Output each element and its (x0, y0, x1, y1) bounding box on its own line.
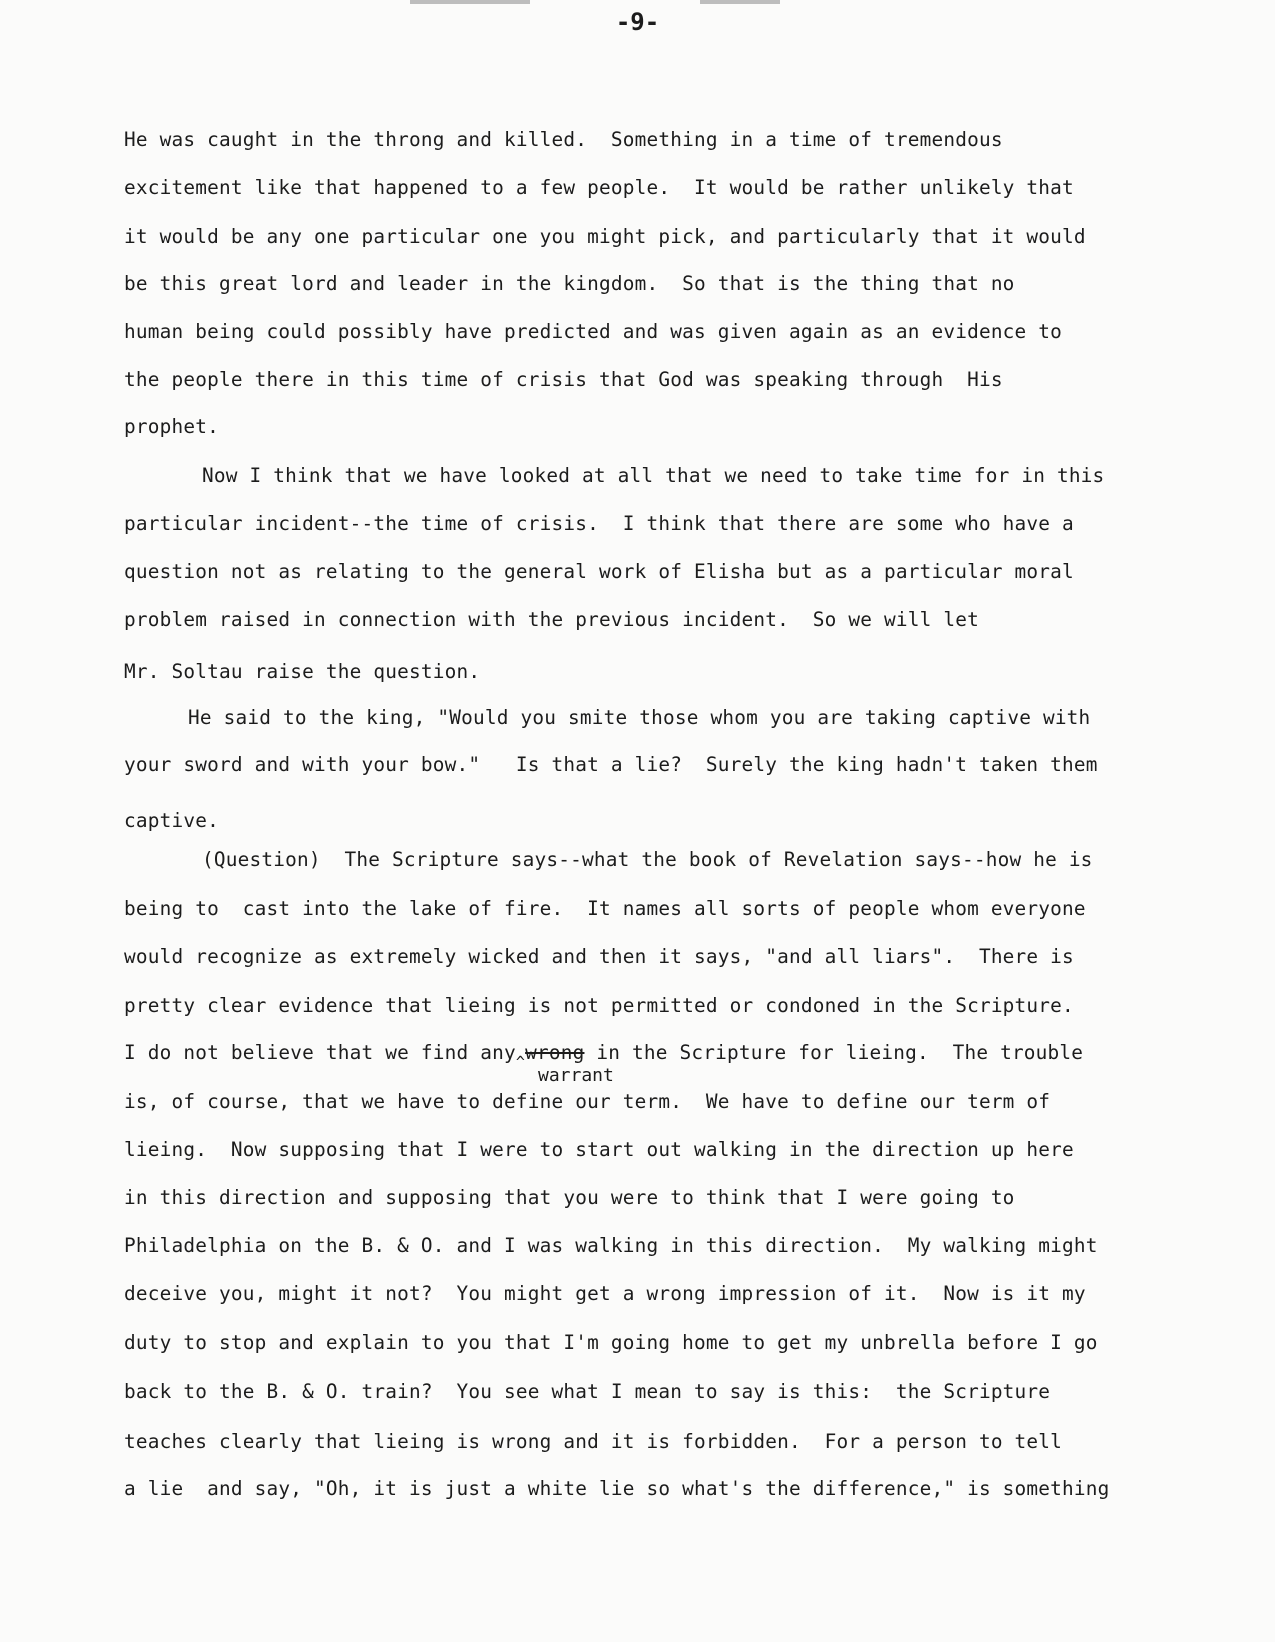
text-line: He was caught in the throng and killed. Something in a time of tremendous (124, 128, 1003, 151)
text-line: it would be any one particular one you might pick, and particularly that it would (124, 225, 1086, 248)
text-line: (Question) The Scripture says--what the book of Revelation says--how he is (202, 848, 1093, 871)
text-line: the people there in this time of crisis that God was speaking through His (124, 368, 1003, 391)
page-number: -9- (615, 8, 660, 36)
text-line-with-correction (124, 1041, 1084, 1071)
text-segment: I do not believe that we find any (124, 1041, 516, 1064)
text-line: problem raised in connection with the previous incident. So we will let (124, 608, 979, 631)
text-line: captive. (124, 809, 219, 832)
text-line: human being could possibly have predicted and was given again as an evidence to (124, 320, 1063, 343)
text-line: duty to stop and explain to you that I'm going home to get my unbrella before I go (124, 1331, 1098, 1354)
text-line: prophet. (124, 415, 219, 438)
text-line: being to cast into the lake of fire. It names all sorts of people whom everyone (124, 897, 1086, 920)
text-line: Mr. Soltau raise the question. (124, 660, 481, 683)
text-line: teaches clearly that lieing is wrong and it is forbidden. For a person to tell (124, 1430, 1063, 1453)
text-line: back to the B. & O. train? You see what I mean to say is this: the Scripture (124, 1380, 1051, 1403)
text-line: lieing. Now supposing that I were to start out walking in the direction up here (124, 1138, 1074, 1161)
text-segment: in the Scripture for lieing. The trouble (584, 1041, 1084, 1064)
scan-artifact (700, 0, 780, 4)
text-line: in this direction and supposing that you were to think that I were going to (124, 1186, 1015, 1209)
text-line: pretty clear evidence that lieing is not permitted or condoned in the Scripture. (124, 994, 1074, 1017)
text-line: Philadelphia on the B. & O. and I was walking in this direction. My walking might (124, 1234, 1098, 1257)
text-line: would recognize as extremely wicked and then it says, "and all liars". There is (124, 945, 1074, 968)
text-line: excitement like that happened to a few people. It would be rather unlikely that (124, 176, 1074, 199)
handwritten-insertion: warrant (538, 1065, 614, 1086)
text-line: a lie and say, "Oh, it is just a white lie so what's the difference," is something (124, 1477, 1110, 1500)
text-line: question not as relating to the general work of Elisha but as a particular moral (124, 560, 1074, 583)
text-line: deceive you, might it not? You might get a wrong impression of it. Now is it my (124, 1282, 1086, 1305)
text-line: particular incident--the time of crisis. I think that there are some who have a (124, 512, 1074, 535)
struck-word: wrong (525, 1041, 585, 1064)
text-line: be this great lord and leader in the kingdom. So that is the thing that no (124, 272, 1015, 295)
text-line: is, of course, that we have to define our term. We have to define our term of (124, 1090, 1051, 1113)
insertion-caret: ^ (515, 1053, 526, 1071)
text-line: He said to the king, "Would you smite those whom you are taking captive with (188, 706, 1091, 729)
text-line: Now I think that we have looked at all that we need to take time for in this (202, 464, 1105, 487)
scan-artifact (410, 0, 530, 4)
text-line: your sword and with your bow." Is that a lie? Surely the king hadn't taken them (124, 753, 1098, 776)
